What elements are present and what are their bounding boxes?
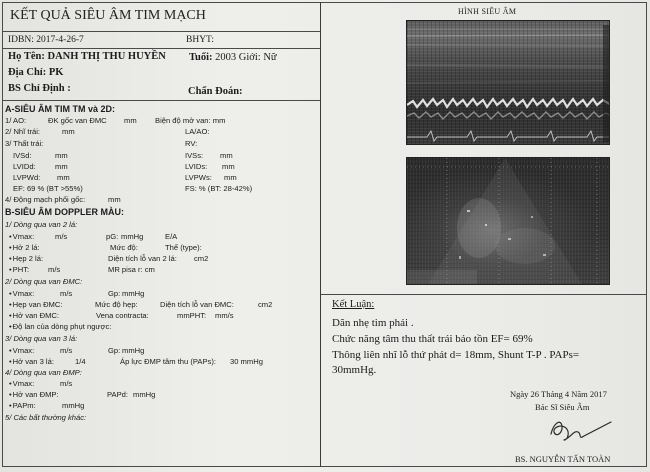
tricuspid-vmax-row bbox=[0, 346, 318, 357]
sex-label: Giới: bbox=[238, 52, 261, 63]
sex-value: Nữ bbox=[263, 52, 277, 63]
aortic-valve-area-unit: cm2 bbox=[258, 300, 273, 309]
mitral-ea-label: E/A bbox=[165, 232, 178, 241]
conclusion-line: Thông liên nhĩ lỗ thứ phát d= 18mm, Shunt T-P . PAPs= bbox=[332, 349, 580, 361]
la-ao-label: LA/AO: bbox=[185, 127, 210, 136]
aortic-regurgitation-row bbox=[0, 311, 318, 322]
rv-label: RV: bbox=[185, 139, 198, 148]
idbn-value: 2017-4-26-7 bbox=[36, 35, 84, 45]
report-date: Ngày 26 Tháng 4 Năm 2017 bbox=[510, 389, 607, 399]
tricuspid-vmax-label: • Vmax: bbox=[9, 346, 34, 356]
mitral-vmax-row bbox=[0, 232, 318, 243]
ao-label: 1/ AO: bbox=[5, 116, 27, 125]
mitral-pht-unit: m/s bbox=[48, 265, 61, 274]
aortic-root-label: ĐK gốc van ĐMC bbox=[48, 116, 107, 125]
ef-value: 69 bbox=[26, 184, 36, 193]
conclusion-line: Chức năng tâm thu thất trái bảo tồn EF= 69% bbox=[332, 333, 533, 345]
mitral-heading-row bbox=[0, 220, 318, 231]
mitral-heading: 1/ Dòng qua van 2 lá: bbox=[5, 220, 78, 229]
mitral-pg-label: pG: bbox=[106, 232, 119, 241]
ultrasound-image-mmode bbox=[406, 20, 610, 145]
report-title: KẾT QUẢ SIÊU ÂM TIM MẠCH bbox=[10, 8, 206, 23]
aortic-stenosis-grade-label: Mức độ hẹp: bbox=[95, 300, 138, 309]
tricuspid-gp-unit: mmHg bbox=[122, 346, 145, 355]
tricuspid-gp-label: Gp: bbox=[108, 346, 121, 355]
pulmonary-artery-label: 4/ Động mạch phổi gốc: bbox=[5, 195, 86, 204]
aortic-pht-unit: mm/s bbox=[215, 311, 234, 320]
aortic-heading-row bbox=[0, 277, 318, 288]
ultrasound-images-title: HÌNH SIÊU ÂM bbox=[458, 7, 517, 16]
aortic-gp-unit: mmHg bbox=[122, 289, 145, 298]
mitral-valve-area-unit: cm2 bbox=[194, 254, 209, 263]
left-ventricle-row bbox=[0, 139, 318, 150]
aortic-vmax-unit: m/s bbox=[60, 289, 73, 298]
pulmonary-artery-row bbox=[0, 195, 318, 206]
mitral-vmax-label: • Vmax: bbox=[9, 232, 34, 242]
mitral-stenosis-row bbox=[0, 254, 318, 265]
left-atrium-unit: mm bbox=[62, 127, 75, 136]
lvpws-unit: mm bbox=[224, 173, 237, 182]
lvids-unit: mm bbox=[222, 162, 235, 171]
header-rule-idbn bbox=[3, 48, 320, 49]
pulmonary-artery-unit: mm bbox=[108, 195, 121, 204]
mitral-regurgitation-row bbox=[0, 243, 318, 254]
age-value: 2003 bbox=[215, 52, 237, 63]
tricuspid-vmax-unit: m/s bbox=[60, 346, 73, 355]
address-label: Địa Chỉ: bbox=[8, 67, 47, 78]
tricuspid-regurgitation-grade: 1/4 bbox=[75, 357, 86, 366]
address-field bbox=[8, 67, 63, 79]
mitral-pht-label: • PHT: bbox=[9, 265, 29, 275]
aortic-stenosis-label: • Hẹp van ĐMC: bbox=[9, 300, 62, 310]
lvpws-label: LVPWs: bbox=[185, 173, 212, 182]
other-abnormalities-heading: 5/ Các bất thường khác: bbox=[5, 413, 87, 422]
aortic-root-unit: mm bbox=[124, 116, 137, 125]
doctor-role: Bác Sĩ Siêu Âm bbox=[535, 402, 590, 412]
lvidd-unit: mm bbox=[55, 162, 68, 171]
aortic-stenosis-row bbox=[0, 300, 318, 311]
age-sex-field bbox=[189, 52, 277, 64]
mitral-vmax-unit: m/s bbox=[55, 232, 68, 241]
lvids-label: LVIDs: bbox=[185, 162, 208, 171]
left-atrium-row bbox=[0, 127, 318, 138]
column-divider bbox=[320, 2, 321, 467]
mmode-trace bbox=[407, 21, 610, 145]
diagnosis-label: Chẩn Đoán: bbox=[188, 86, 243, 97]
lvpwd-unit: mm bbox=[57, 173, 70, 182]
aortic-valve-area-label: Diện tích lỗ van ĐMC: bbox=[160, 300, 234, 309]
mitral-pht-row bbox=[0, 265, 318, 276]
mitral-valve-area-label: Diện tích lỗ van 2 lá: bbox=[108, 254, 177, 263]
papm-unit: mmHg bbox=[62, 401, 85, 410]
aortic-pht-label: mmPHT: bbox=[177, 311, 207, 320]
mitral-stenosis-label: • Hẹp 2 lá: bbox=[9, 254, 43, 264]
left-atrium-label: 2/ Nhĩ trái: bbox=[5, 127, 41, 136]
pulmonary-regurgitation-label: • Hở van ĐMP: bbox=[9, 390, 59, 400]
lvid-row bbox=[0, 162, 318, 173]
idbn-label: IDBN: bbox=[8, 35, 34, 45]
conclusion-rule bbox=[321, 294, 647, 295]
conclusion-line: Dãn nhẹ tim phải . bbox=[332, 317, 414, 329]
tricuspid-heading: 3/ Dòng qua van 3 lá: bbox=[5, 334, 78, 343]
tricuspid-regurgitation-label: • Hở van 3 lá: bbox=[9, 357, 54, 367]
papd-unit: mmHg bbox=[133, 390, 156, 399]
papm-label: • PAPm: bbox=[9, 401, 36, 411]
fs-field: FS: % (BT: 28-42%) bbox=[185, 184, 253, 193]
referring-doctor-label: BS Chỉ Định : bbox=[8, 83, 71, 94]
header-rule-top bbox=[3, 31, 320, 32]
pulmonary-heading: 4/ Dòng qua van ĐMP: bbox=[5, 368, 82, 377]
idbn-field bbox=[8, 34, 84, 46]
ivs-row bbox=[0, 151, 318, 162]
lvidd-label: LVIDd: bbox=[13, 162, 36, 171]
pulmonary-vmax-unit: m/s bbox=[60, 379, 73, 388]
tricuspid-regurgitation-row bbox=[0, 357, 318, 368]
left-ventricle-label: 3/ Thất trái: bbox=[5, 139, 44, 148]
section-a-title: A-SIÊU ÂM TIM TM và 2D: bbox=[5, 104, 116, 114]
signature bbox=[548, 414, 614, 446]
pulmonary-regurgitation-row bbox=[0, 390, 318, 401]
vena-contracta-label: Vena contracta: bbox=[96, 311, 149, 320]
pulmonary-vmax-row bbox=[0, 379, 318, 390]
ef-reference: % (BT >55%) bbox=[37, 184, 83, 193]
section-b-title: B-SIÊU ÂM DOPPLER MÀU: bbox=[5, 207, 124, 217]
ef-fs-row bbox=[0, 184, 318, 195]
valve-opening-label: Biện độ mở van: mm bbox=[155, 116, 226, 125]
aortic-vmax-row bbox=[0, 289, 318, 300]
mitral-pg-unit: mmHg bbox=[121, 232, 144, 241]
conclusion-title: Kết Luận: bbox=[332, 299, 375, 310]
aortic-heading: 2/ Dòng qua van ĐMC: bbox=[5, 277, 83, 286]
pulmonary-heading-row bbox=[0, 368, 318, 379]
patient-name-label: Họ Tên: bbox=[8, 51, 45, 62]
aortic-vmax-label: • Vmax: bbox=[9, 289, 34, 299]
ivss-label: IVSs: bbox=[185, 151, 204, 160]
papm-row bbox=[0, 401, 318, 412]
mitral-regurgitation-type-label: Thể (type): bbox=[165, 243, 202, 252]
address-value: PK bbox=[48, 67, 64, 78]
ef-label: EF: bbox=[13, 184, 25, 193]
ao-row bbox=[0, 116, 318, 127]
other-abnormalities-row bbox=[0, 413, 318, 424]
ivsd-label: IVSd: bbox=[13, 151, 32, 160]
regurgitant-jet-row bbox=[0, 322, 318, 333]
lvpw-row bbox=[0, 173, 318, 184]
patient-name-field bbox=[8, 51, 166, 63]
conclusion-line: 30mmHg. bbox=[332, 364, 377, 376]
aortic-gp-label: Gp: bbox=[108, 289, 121, 298]
mr-pisa-label: MR pisa r: cm bbox=[108, 265, 155, 274]
mitral-regurgitation-grade-label: Mức độ: bbox=[110, 243, 138, 252]
regurgitant-jet-label: • Độ lan của dòng phụt ngược: bbox=[9, 322, 111, 332]
ef-field bbox=[13, 184, 83, 194]
lvpwd-label: LVPWd: bbox=[13, 173, 41, 182]
mitral-regurgitation-label: • Hở 2 lá: bbox=[9, 243, 40, 253]
ivss-unit: mm bbox=[220, 151, 233, 160]
paps-label: Áp lực ĐMP tâm thu (PAPs): bbox=[120, 357, 216, 366]
doppler-view bbox=[407, 158, 610, 285]
ivsd-unit: mm bbox=[55, 151, 68, 160]
aortic-regurgitation-label: • Hở van ĐMC: bbox=[9, 311, 59, 321]
bhyt-label: BHYT: bbox=[186, 35, 215, 45]
patient-name-value: DANH THỊ THU HUYỀN bbox=[47, 51, 166, 62]
tricuspid-heading-row bbox=[0, 334, 318, 345]
age-label: Tuổi: bbox=[189, 52, 213, 63]
pulmonary-vmax-label: • Vmax: bbox=[9, 379, 34, 389]
papd-label: PAPd: bbox=[107, 390, 128, 399]
ultrasound-image-doppler bbox=[406, 157, 610, 285]
paps-value: 30 mmHg bbox=[230, 357, 263, 366]
doctor-name: BS. NGUYỄN TẤN TOÀN bbox=[515, 454, 611, 464]
header-rule-bottom bbox=[3, 100, 320, 101]
